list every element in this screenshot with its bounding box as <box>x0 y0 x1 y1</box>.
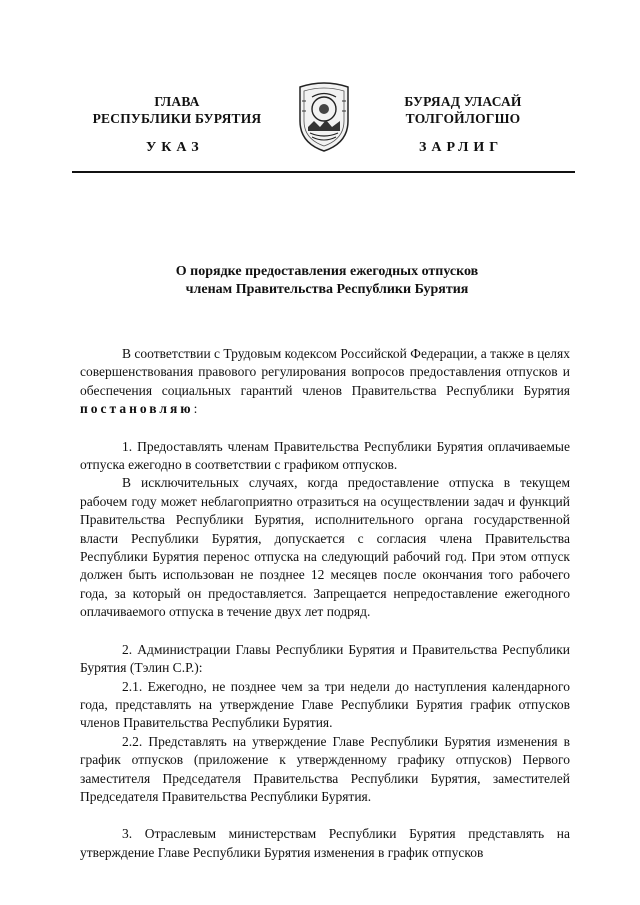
paragraph-1: 1. Предоставлять членам Правительства Республики Бурятия оплачиваемые отпуска ежегодно в соответствии с графиком отпусков. <box>80 438 570 473</box>
title-line1: О порядке предоставления ежегодных отпусков <box>175 264 479 279</box>
header-left-line1: ГЛАВА <box>154 94 200 109</box>
header-divider <box>72 171 575 173</box>
title-line2: членам Правительства Республики Бурятия <box>185 282 469 297</box>
paragraph-3: 3. Отраслевым министерствам Республики Бурятия представлять на утверждение Главе Республики Бурятия изменения в график отпусков <box>80 826 570 860</box>
header-right-line2: ТОЛГОЙЛОГШО <box>405 111 521 126</box>
header-right <box>378 93 548 127</box>
paragraph-1b: В исключительных случаях, когда предоставление отпуска в текущем рабочем году может неблагоприятно отразиться на осуществлении задач и функций Правительства Республики Бурятия, исполнительного органа государственной власти Республики Бурятия, допускается с согласия члена Правительства Республики Бурятия перенос отпуска на следующий рабочий год. При этом отпуск должен быть использован не позднее 12 месяцев после окончания того рабочего года, за который он предоставляется. Запрещается непредоставление ежегодного оплачиваемого отпуска в течение двух лет подряд. <box>80 475 570 620</box>
decree-label-ru: УКАЗ <box>146 140 204 155</box>
preamble-emphasis: постановляю <box>80 401 194 417</box>
document-body <box>80 345 570 862</box>
header-left-line2: РЕСПУБЛИКИ БУРЯТИЯ <box>92 111 262 126</box>
coat-of-arms-icon <box>296 81 352 153</box>
paragraph-2-1: 2.1. Ежегодно, не позднее чем за три недели до наступления календарного года, представлять на утверждение Главе Республики Бурятия график отпусков членов Правительства Республики Бурятия. <box>80 678 570 731</box>
paragraph-2-2: 2.2. Представлять на утверждение Главе Республики Бурятия изменения в график отпусков (приложение к утвержденному графику отпусков) Первого заместителя Председателя Правительства Республики Бурятия, заместителей Председателя Правительства Республики Бурятия. <box>80 733 570 804</box>
header-right-line1: БУРЯАД УЛАСАЙ <box>404 94 522 109</box>
document-title <box>72 263 582 299</box>
preamble: В соответствии с Трудовым кодексом Российской Федерации, а также в целях совершенствования правового регулирования вопросов предоставления отпусков и обеспечения социальных гарантий членов Правительства Республики Бурятия постановляю: <box>80 346 570 417</box>
paragraph-2: 2. Администрации Главы Республики Бурятия и Правительства Республики Бурятия (Тэлин С.Р.): <box>80 641 570 676</box>
decree-label-bur: ЗАРЛИГ <box>419 140 504 155</box>
header-left <box>82 93 272 127</box>
